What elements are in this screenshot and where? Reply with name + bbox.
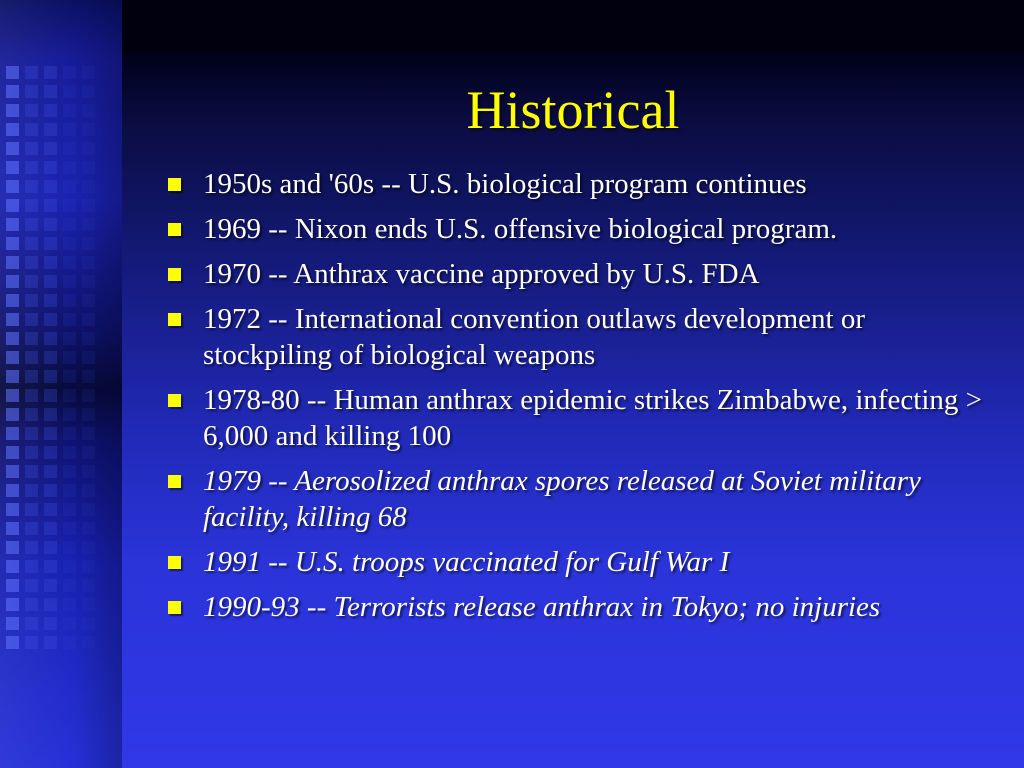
decorative-square <box>6 313 19 326</box>
decorative-square <box>63 389 76 402</box>
decorative-square <box>6 142 19 155</box>
decorative-square <box>63 446 76 459</box>
decorative-square <box>82 636 95 649</box>
decorative-square <box>63 180 76 193</box>
decorative-square <box>6 465 19 478</box>
decorative-square <box>25 389 38 402</box>
decorative-square <box>44 123 57 136</box>
decorative-square <box>6 104 19 117</box>
decorative-square <box>6 522 19 535</box>
bullet-item <box>168 544 988 580</box>
decorative-square <box>25 427 38 440</box>
bullet-item <box>168 301 988 373</box>
decorative-square <box>6 256 19 269</box>
decorative-square <box>82 161 95 174</box>
bullet-square-icon <box>168 556 181 569</box>
decorative-square <box>82 503 95 516</box>
decorative-square <box>63 332 76 345</box>
decorative-square <box>82 541 95 554</box>
decorative-square <box>25 541 38 554</box>
decorative-square <box>6 370 19 383</box>
decorative-square <box>25 332 38 345</box>
decorative-square <box>82 465 95 478</box>
decorative-square <box>6 199 19 212</box>
decorative-square <box>63 66 76 79</box>
decorative-square <box>63 294 76 307</box>
decorative-square <box>44 560 57 573</box>
decorative-square <box>6 218 19 231</box>
decorative-square <box>6 237 19 250</box>
decorative-square <box>44 465 57 478</box>
decorative-square <box>44 503 57 516</box>
decorative-square <box>82 427 95 440</box>
decorative-square <box>82 237 95 250</box>
decorative-square <box>25 294 38 307</box>
decorative-square <box>82 180 95 193</box>
bullet-square-icon <box>168 223 181 236</box>
bullet-text: 1972 -- International convention outlaws development or stockpiling of biological weapons <box>203 303 865 371</box>
decorative-square <box>63 636 76 649</box>
decorative-square <box>82 66 95 79</box>
decorative-square <box>82 522 95 535</box>
decorative-square <box>44 104 57 117</box>
decorative-square <box>44 427 57 440</box>
decorative-square <box>63 199 76 212</box>
decorative-square <box>82 313 95 326</box>
decorative-square <box>63 275 76 288</box>
decorative-square <box>6 332 19 345</box>
decorative-square <box>82 123 95 136</box>
bullet-square-icon <box>168 268 181 281</box>
decorative-square-grid <box>6 66 95 649</box>
decorative-square <box>63 161 76 174</box>
decorative-square <box>44 180 57 193</box>
decorative-square <box>25 123 38 136</box>
decorative-square <box>44 579 57 592</box>
decorative-square <box>82 218 95 231</box>
decorative-square <box>25 617 38 630</box>
decorative-square <box>25 199 38 212</box>
decorative-square <box>25 313 38 326</box>
bullet-square-icon <box>168 601 181 614</box>
decorative-square <box>6 161 19 174</box>
bullet-item <box>168 211 988 247</box>
decorative-square <box>63 465 76 478</box>
decorative-square <box>44 541 57 554</box>
decorative-square <box>25 237 38 250</box>
decorative-square <box>82 332 95 345</box>
decorative-square <box>6 351 19 364</box>
decorative-square <box>44 617 57 630</box>
decorative-square <box>82 351 95 364</box>
decorative-square <box>25 408 38 421</box>
decorative-square <box>6 579 19 592</box>
decorative-square <box>6 85 19 98</box>
decorative-square <box>82 85 95 98</box>
bullet-list <box>168 166 988 634</box>
decorative-square <box>25 579 38 592</box>
decorative-square <box>44 389 57 402</box>
decorative-square <box>44 85 57 98</box>
bullet-text: 1990-93 -- Terrorists release anthrax in Tokyo; no injuries <box>203 591 881 623</box>
decorative-square <box>25 522 38 535</box>
decorative-square <box>6 66 19 79</box>
decorative-square <box>6 503 19 516</box>
decorative-square <box>25 370 38 383</box>
decorative-square <box>25 256 38 269</box>
decorative-square <box>6 617 19 630</box>
decorative-square <box>63 218 76 231</box>
bullet-item <box>168 256 988 292</box>
top-band <box>122 0 1024 52</box>
decorative-square <box>82 256 95 269</box>
decorative-square <box>63 598 76 611</box>
decorative-square <box>82 560 95 573</box>
decorative-square <box>44 275 57 288</box>
decorative-square <box>44 66 57 79</box>
decorative-square <box>63 408 76 421</box>
decorative-square <box>6 446 19 459</box>
decorative-square <box>63 256 76 269</box>
decorative-square <box>63 351 76 364</box>
decorative-square <box>6 180 19 193</box>
decorative-square <box>82 370 95 383</box>
decorative-square <box>25 85 38 98</box>
decorative-square <box>25 465 38 478</box>
decorative-square <box>63 104 76 117</box>
decorative-square <box>63 579 76 592</box>
decorative-square <box>44 218 57 231</box>
decorative-square <box>63 541 76 554</box>
decorative-square <box>6 541 19 554</box>
decorative-square <box>25 104 38 117</box>
decorative-square <box>44 370 57 383</box>
decorative-square <box>6 389 19 402</box>
decorative-square <box>63 123 76 136</box>
bullet-text: 1950s and '60s -- U.S. biological program continues <box>203 168 807 200</box>
decorative-square <box>82 275 95 288</box>
decorative-square <box>25 598 38 611</box>
decorative-square <box>25 142 38 155</box>
decorative-square <box>44 294 57 307</box>
decorative-square <box>44 446 57 459</box>
decorative-square <box>44 161 57 174</box>
decorative-square <box>63 85 76 98</box>
decorative-square <box>82 617 95 630</box>
bullet-square-icon <box>168 178 181 191</box>
decorative-square <box>25 161 38 174</box>
decorative-square <box>6 123 19 136</box>
decorative-square <box>44 636 57 649</box>
decorative-square <box>44 332 57 345</box>
decorative-square <box>44 237 57 250</box>
decorative-square <box>82 598 95 611</box>
decorative-square <box>25 275 38 288</box>
left-decorative-strip <box>0 0 122 768</box>
bullet-text: 1979 -- Aerosolized anthrax spores released at Soviet military facility, killing 68 <box>203 465 921 533</box>
bullet-item <box>168 463 988 535</box>
decorative-square <box>25 446 38 459</box>
decorative-square <box>63 370 76 383</box>
decorative-square <box>82 142 95 155</box>
decorative-square <box>63 560 76 573</box>
bullet-item <box>168 589 988 625</box>
decorative-square <box>25 636 38 649</box>
bullet-item <box>168 166 988 202</box>
bullet-square-icon <box>168 475 181 488</box>
decorative-square <box>25 560 38 573</box>
slide-title: Historical <box>466 80 680 140</box>
decorative-square <box>63 142 76 155</box>
decorative-square <box>44 351 57 364</box>
bullet-text: 1978-80 -- Human anthrax epidemic strikes Zimbabwe, infecting > 6,000 and killing 100 <box>203 384 982 452</box>
decorative-square <box>82 104 95 117</box>
decorative-square <box>25 484 38 497</box>
decorative-square <box>82 484 95 497</box>
bullet-text: 1970 -- Anthrax vaccine approved by U.S. FDA <box>203 258 760 290</box>
decorative-square <box>63 313 76 326</box>
decorative-square <box>63 484 76 497</box>
bullet-text: 1969 -- Nixon ends U.S. offensive biological program. <box>203 213 838 245</box>
decorative-square <box>44 199 57 212</box>
bullet-square-icon <box>168 313 181 326</box>
decorative-square <box>63 427 76 440</box>
decorative-square <box>6 408 19 421</box>
decorative-square <box>25 503 38 516</box>
decorative-square <box>44 142 57 155</box>
decorative-square <box>63 617 76 630</box>
decorative-square <box>44 598 57 611</box>
bullet-text: 1991 -- U.S. troops vaccinated for Gulf War I <box>203 546 730 578</box>
decorative-square <box>82 446 95 459</box>
decorative-square <box>6 294 19 307</box>
decorative-square <box>82 294 95 307</box>
decorative-square <box>82 408 95 421</box>
decorative-square <box>82 199 95 212</box>
decorative-square <box>25 66 38 79</box>
decorative-square <box>6 560 19 573</box>
decorative-square <box>6 636 19 649</box>
decorative-square <box>6 275 19 288</box>
decorative-square <box>82 579 95 592</box>
bullet-square-icon <box>168 394 181 407</box>
decorative-square <box>44 313 57 326</box>
decorative-square <box>63 237 76 250</box>
decorative-square <box>44 408 57 421</box>
decorative-square <box>44 522 57 535</box>
decorative-square <box>82 389 95 402</box>
decorative-square <box>6 598 19 611</box>
decorative-square <box>63 503 76 516</box>
decorative-square <box>25 180 38 193</box>
decorative-square <box>6 484 19 497</box>
decorative-square <box>44 256 57 269</box>
decorative-square <box>6 427 19 440</box>
decorative-square <box>25 218 38 231</box>
decorative-square <box>44 484 57 497</box>
decorative-square <box>25 351 38 364</box>
decorative-square <box>63 522 76 535</box>
bullet-item <box>168 382 988 454</box>
